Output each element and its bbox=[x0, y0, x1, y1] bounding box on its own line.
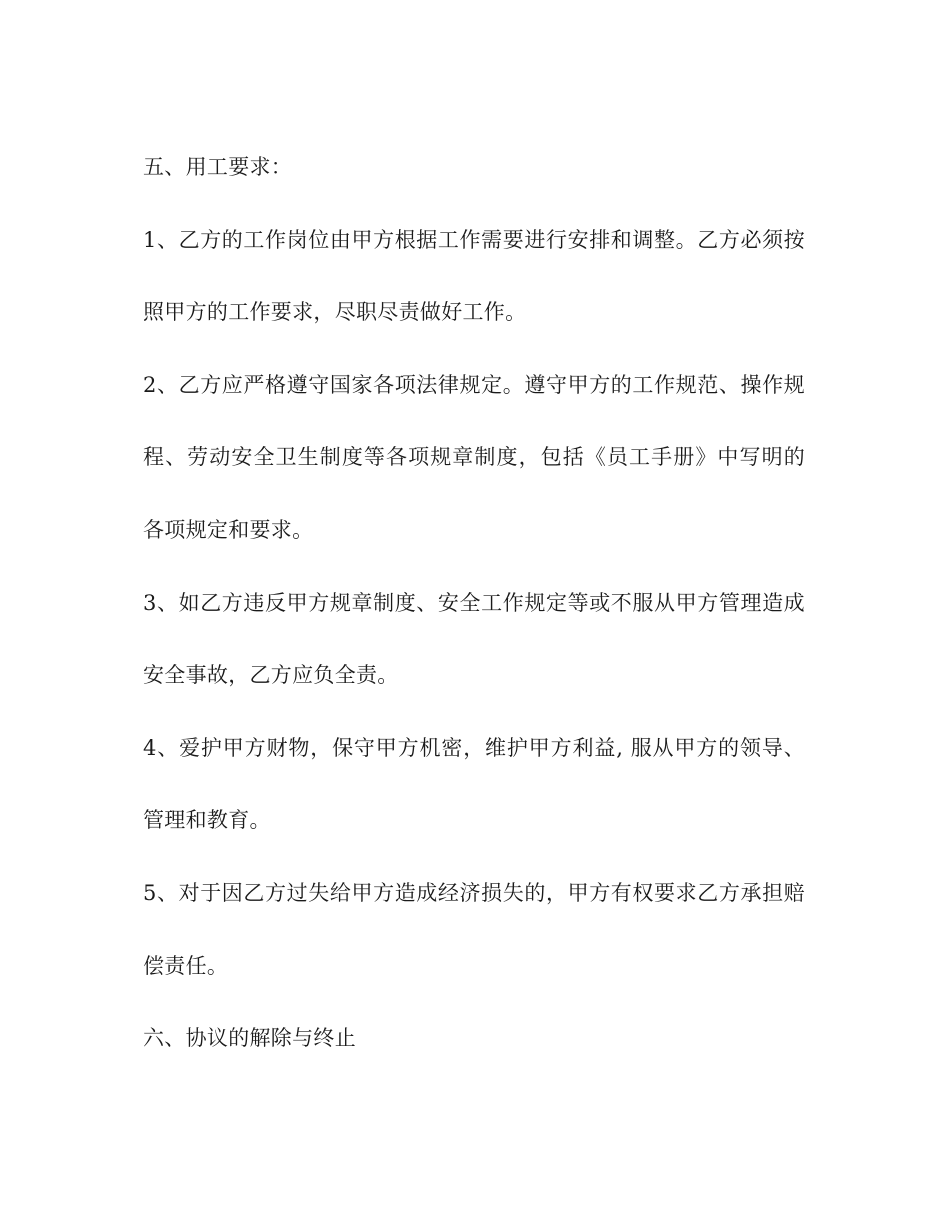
paragraph-line: 各项规定和要求。 bbox=[143, 517, 314, 542]
paragraph-line: 5、对于因乙方过失给甲方造成经济损失的，甲方有权要求乙方承担赔 bbox=[143, 880, 805, 905]
paragraph-line: 1、乙方的工作岗位由甲方根据工作需要进行安排和调整。乙方必须按 bbox=[143, 227, 805, 252]
paragraph-line: 3、如乙方违反甲方规章制度、安全工作规定等或不服从甲方管理造成 bbox=[143, 590, 805, 615]
paragraph-line: 管理和教育。 bbox=[143, 808, 271, 833]
section-heading-6: 六、协议的解除与终止 bbox=[143, 1026, 356, 1051]
section-heading-5: 五、用工要求： bbox=[143, 155, 293, 179]
paragraph-line: 照甲方的工作要求，尽职尽责做好工作。 bbox=[143, 300, 527, 325]
paragraph-line: 4、爱护甲方财物，保守甲方机密，维护甲方利益, 服从甲方的领导、 bbox=[143, 735, 805, 760]
paragraph-line: 偿责任。 bbox=[143, 953, 229, 978]
paragraph-line: 程、劳动安全卫生制度等各项规章制度，包括《员工手册》中写明的 bbox=[143, 445, 805, 470]
paragraph-line: 2、乙方应严格遵守国家各项法律规定。遵守甲方的工作规范、操作规 bbox=[143, 372, 805, 397]
paragraph-line: 安全事故，乙方应负全责。 bbox=[143, 663, 399, 688]
document-body bbox=[143, 131, 823, 1075]
